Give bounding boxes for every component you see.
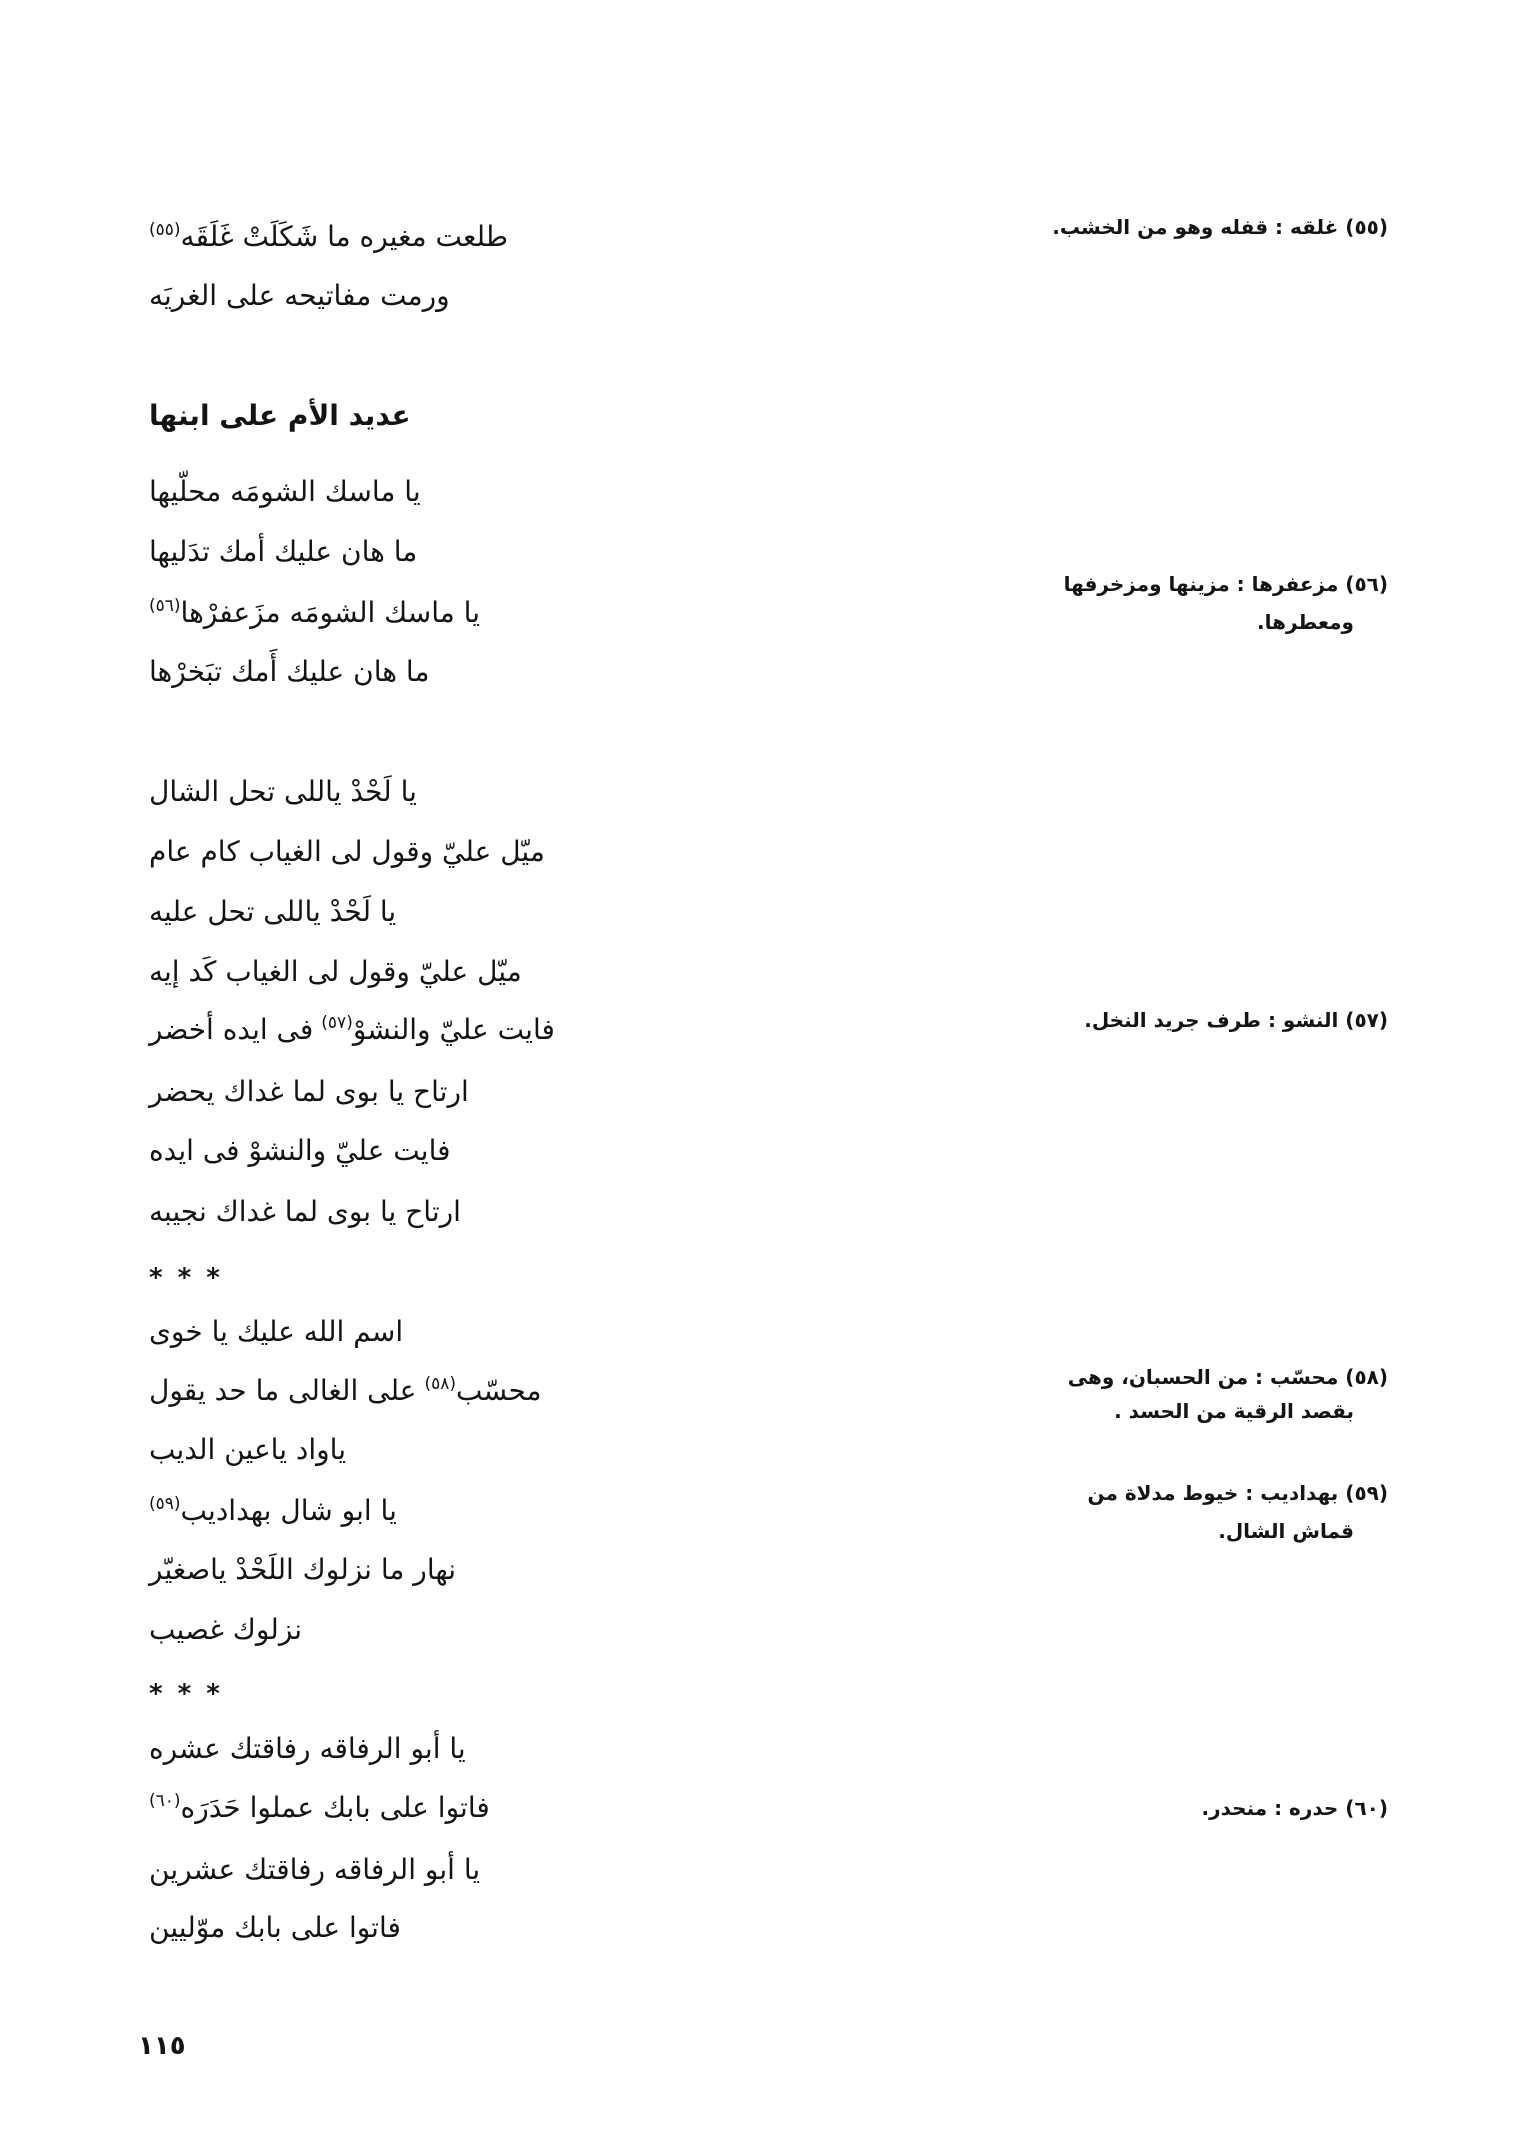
footnote-ref: (٥٥) bbox=[149, 220, 181, 240]
footnote: (٥٩) بهداديب : خيوط مدلاة من bbox=[1087, 1481, 1388, 1505]
verse-text: ميّل عليّ وقول لى الغياب كَد إيه bbox=[149, 955, 522, 988]
verse-line bbox=[149, 1788, 490, 1828]
verse-line bbox=[149, 472, 421, 512]
verse-text: ارتاح يا بوى لما غداك يحضر bbox=[149, 1075, 469, 1108]
verse-line bbox=[149, 217, 508, 257]
verse-line bbox=[149, 1072, 469, 1112]
verse-text: نهار ما نزلوك اللَحْدْ ياصغيّر bbox=[149, 1553, 457, 1586]
verse-line bbox=[149, 1131, 451, 1171]
verse-line bbox=[149, 1010, 555, 1050]
footnote-ref: (٥٩) bbox=[149, 1494, 181, 1514]
verse-line bbox=[149, 892, 396, 932]
verse-text: محسّب bbox=[455, 1374, 542, 1407]
footnote-ref: (٥٨) bbox=[424, 1374, 456, 1394]
verse-text: ياواد ياعين الديب bbox=[149, 1433, 346, 1466]
footnote-ref: (٥٦) bbox=[149, 596, 181, 616]
footnote-continuation: قماش الشال. bbox=[1218, 1519, 1354, 1543]
verse-text: طلعت مغيره ما شَكَلَتْ غَلَقَه bbox=[180, 220, 509, 253]
verse-text: يا ماسك الشومَه محلّيها bbox=[149, 475, 421, 508]
verse-text: ارتاح يا بوى لما غداك نجيبه bbox=[149, 1195, 461, 1228]
footnote: (٥٦) مزعفرها : مزينها ومزخرفها bbox=[1063, 572, 1388, 596]
verse-text: يا ماسك الشومَه مزَعفرْها bbox=[180, 596, 480, 629]
page-number: ١١٥ bbox=[138, 2031, 186, 2061]
verse-text: فايت عليّ والنشوْ bbox=[352, 1013, 555, 1046]
verse-line bbox=[149, 593, 480, 633]
verse-text: نزلوك غصيب bbox=[149, 1613, 303, 1646]
verse-line bbox=[149, 1192, 461, 1232]
verse-text: فاتوا على بابك موّليين bbox=[149, 1911, 401, 1944]
footnote: (٦٠) حدره : منحدر. bbox=[1201, 1796, 1388, 1820]
footnote-ref: (٥٧) bbox=[321, 1013, 353, 1033]
footnote-continuation: ومعطرها. bbox=[1256, 610, 1354, 634]
verse-line bbox=[149, 1550, 456, 1590]
verse-line bbox=[149, 1430, 346, 1470]
verse-line bbox=[149, 1371, 542, 1411]
verse-text: يا ابو شال بهداديب bbox=[180, 1494, 397, 1527]
verse-line bbox=[149, 772, 417, 812]
verse-line bbox=[149, 276, 450, 316]
verse-line bbox=[149, 1491, 397, 1531]
verse-text: يا أبو الرفاقه رفاقتك عشره bbox=[149, 1732, 466, 1765]
footnote: (٥٨) محسّب : من الحسبان، وهى bbox=[1067, 1365, 1388, 1389]
verse-text: اسم الله عليك يا خوى bbox=[149, 1315, 404, 1348]
verse-text: يا لَحْدْ ياللى تحل الشال bbox=[149, 775, 417, 808]
verse-line bbox=[149, 1610, 302, 1650]
verse-text-continuation: على الغالى ما حد يقول bbox=[149, 1374, 417, 1407]
verse-line bbox=[149, 532, 417, 572]
verse-line bbox=[149, 652, 429, 692]
verse-line bbox=[149, 832, 545, 872]
verse-line bbox=[149, 1312, 403, 1352]
verse-line bbox=[149, 952, 522, 992]
footnote: (٥٥) غلقه : قفله وهو من الخشب. bbox=[1052, 215, 1388, 239]
section-divider: * * * bbox=[149, 1679, 223, 1709]
verse-text: ما هان عليك أمك تدَليها bbox=[149, 535, 418, 568]
verse-text: ورمت مفاتيحه على الغريَه bbox=[149, 279, 450, 312]
section-title: عديد الأم على ابنها bbox=[149, 399, 411, 432]
section-divider: * * * bbox=[149, 1263, 223, 1293]
verse-text: فاتوا على بابك عملوا حَدَرَه bbox=[180, 1791, 490, 1824]
verse-text: فايت عليّ والنشوْ فى ايده bbox=[149, 1134, 451, 1167]
verse-line bbox=[149, 1850, 480, 1890]
verse-line bbox=[149, 1908, 401, 1948]
footnote-ref: (٦٠) bbox=[149, 1791, 181, 1811]
footnote: (٥٧) النشو : طرف جريد النخل. bbox=[1084, 1008, 1388, 1032]
verse-text-continuation: فى ايده أخضر bbox=[149, 1013, 314, 1046]
verse-line bbox=[149, 1729, 466, 1769]
verse-text: ما هان عليك أَمك تبَخرْها bbox=[149, 655, 430, 688]
footnote-continuation: بقصد الرقية من الحسد . bbox=[1114, 1399, 1354, 1423]
verse-text: يا أبو الرفاقه رفاقتك عشرين bbox=[149, 1853, 481, 1886]
verse-text: يا لَحْدْ ياللى تحل عليه bbox=[149, 895, 397, 928]
verse-text: ميّل عليّ وقول لى الغياب كام عام bbox=[149, 835, 545, 868]
